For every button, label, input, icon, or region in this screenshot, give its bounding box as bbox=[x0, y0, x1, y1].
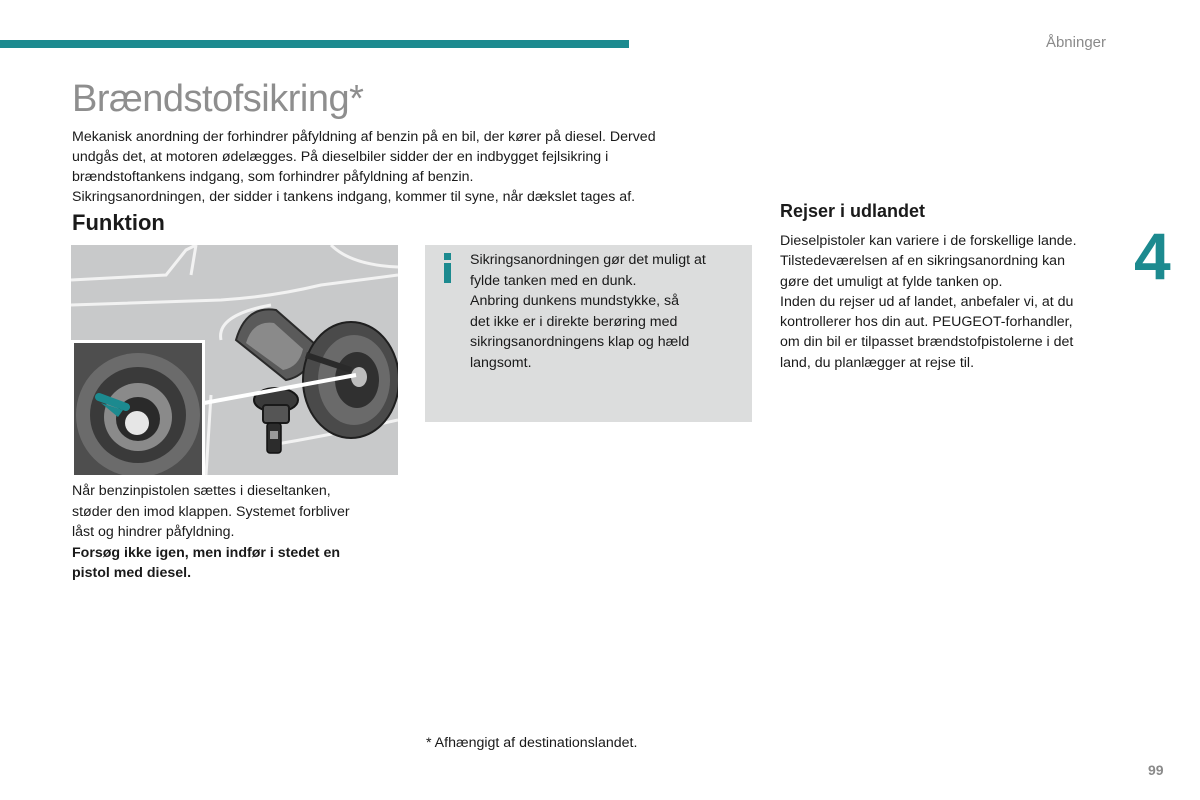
header-accent-bar bbox=[0, 40, 629, 48]
rejser-line: gøre det umuligt at fylde tanken op. bbox=[780, 273, 1003, 290]
rejser-heading: Rejser i udlandet bbox=[780, 201, 926, 221]
info-line: Sikringsanordningen gør det muligt at bbox=[470, 252, 706, 268]
caption-warning-line: Forsøg ikke igen, men indfør i stedet en bbox=[72, 544, 341, 561]
caption-line: Når benzinpistolen sættes i dieseltanken, bbox=[72, 483, 331, 499]
info-line: fylde tanken med en dunk. bbox=[470, 272, 637, 289]
rejser-line: Dieselpistoler kan variere i de forskellige lande. bbox=[780, 233, 1077, 249]
info-line: Anbring dunkens mundstykke, så bbox=[470, 293, 679, 309]
rejser-line: land, du planlægger at rejse til. bbox=[780, 354, 975, 371]
rejser-line: om din bil er tilpasset brændstofpistolerne i det bbox=[780, 334, 1074, 351]
intro-paragraph bbox=[72, 127, 732, 207]
info-line: det ikke er i direkte berøring med bbox=[470, 313, 678, 330]
info-icon bbox=[437, 253, 459, 283]
footnote: * Afhængigt af destinationslandet. bbox=[426, 735, 638, 751]
page-number: 99 bbox=[1148, 762, 1164, 778]
fuel-filler-illustration bbox=[71, 245, 398, 475]
caption-line: låst og hindrer påfyldning. bbox=[72, 524, 235, 540]
caption-line: støder den imod klappen. Systemet forbliver bbox=[72, 503, 350, 520]
info-box bbox=[425, 245, 752, 422]
rejser-line: Tilstedeværelsen af en sikringsanordning kan bbox=[780, 253, 1065, 270]
rejser-paragraph bbox=[780, 231, 1115, 373]
rejser-line: kontrollerer hos din aut. PEUGEOT-forhandler, bbox=[780, 314, 1073, 331]
section-label: Åbninger bbox=[1045, 34, 1106, 51]
funktion-heading: Funktion bbox=[72, 210, 165, 235]
info-text bbox=[470, 250, 745, 373]
intro-line: Sikringsanordningen, der sidder i tankens indgang, kommer til syne, når dækslet tages af. bbox=[72, 189, 636, 205]
page-title: Brændstofsikring* bbox=[72, 78, 364, 120]
info-line: sikringsanordningens klap og hæld bbox=[470, 334, 690, 350]
rejser-line: Inden du rejser ud af landet, anbefaler vi, at du bbox=[780, 293, 1074, 310]
caption-warning-line: pistol med diesel. bbox=[72, 565, 192, 581]
info-line: langsomt. bbox=[470, 354, 532, 371]
fuel-filler-drawing bbox=[71, 245, 398, 475]
chapter-number: 4 bbox=[1134, 219, 1171, 293]
funktion-caption bbox=[72, 481, 392, 584]
intro-line: Mekanisk anordning der forhindrer påfyldning af benzin på en bil, der kører på diesel. Derved bbox=[72, 129, 656, 145]
intro-line: brændstoftankens indgang, som forhindrer påfyldning af benzin. bbox=[72, 169, 474, 185]
intro-line: undgås det, at motoren ødelægges. På dieselbiler sidder der en indbygget fejlsikring i bbox=[72, 149, 609, 165]
